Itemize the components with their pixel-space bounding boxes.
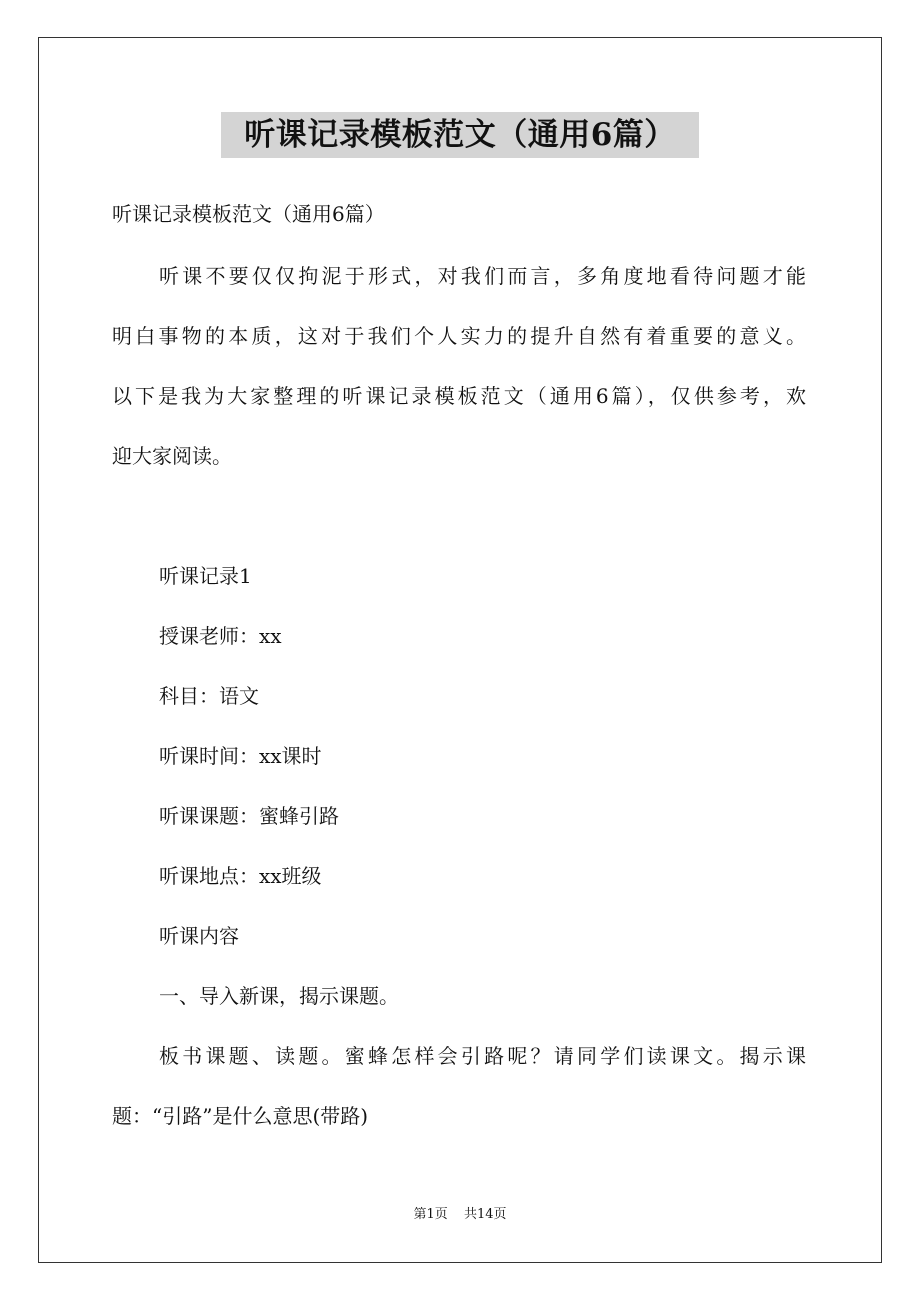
record-topic: 听课课题：蜜蜂引路 — [159, 804, 339, 828]
intro-line-4: 迎大家阅读。 — [112, 444, 232, 468]
record-subject: 科目：语文 — [159, 684, 259, 708]
record-teacher: 授课老师：xx — [159, 624, 282, 648]
record-para-1-line-2: 题：“引路”是什么意思(带路) — [112, 1104, 369, 1128]
document-subtitle: 听课记录模板范文（通用6篇） — [112, 202, 385, 226]
page-number: 第1页 — [413, 1207, 448, 1222]
record-section-1: 一、导入新课，揭示课题。 — [159, 984, 399, 1008]
intro-line-2: 明白事物的本质，这对于我们个人实力的提升自然有着重要的意义。 — [112, 324, 806, 348]
page-total: 共14页 — [463, 1207, 507, 1222]
record-para-1-line-1: 板书课题、读题。蜜蜂怎样会引路呢？请同学们读课文。揭示课 — [159, 1044, 806, 1068]
intro-line-1: 听课不要仅仅拘泥于形式，对我们而言，多角度地看待问题才能 — [159, 264, 806, 288]
document-title: 听课记录模板范文（通用6篇） — [221, 112, 699, 158]
record-location: 听课地点：xx班级 — [159, 864, 322, 888]
page-footer — [0, 1205, 920, 1225]
intro-line-3: 以下是我为大家整理的听课记录模板范文（通用6篇），仅供参考，欢 — [112, 384, 806, 408]
record-content-heading: 听课内容 — [159, 924, 239, 948]
record-time: 听课时间：xx课时 — [159, 744, 322, 768]
record-heading: 听课记录1 — [159, 564, 252, 588]
